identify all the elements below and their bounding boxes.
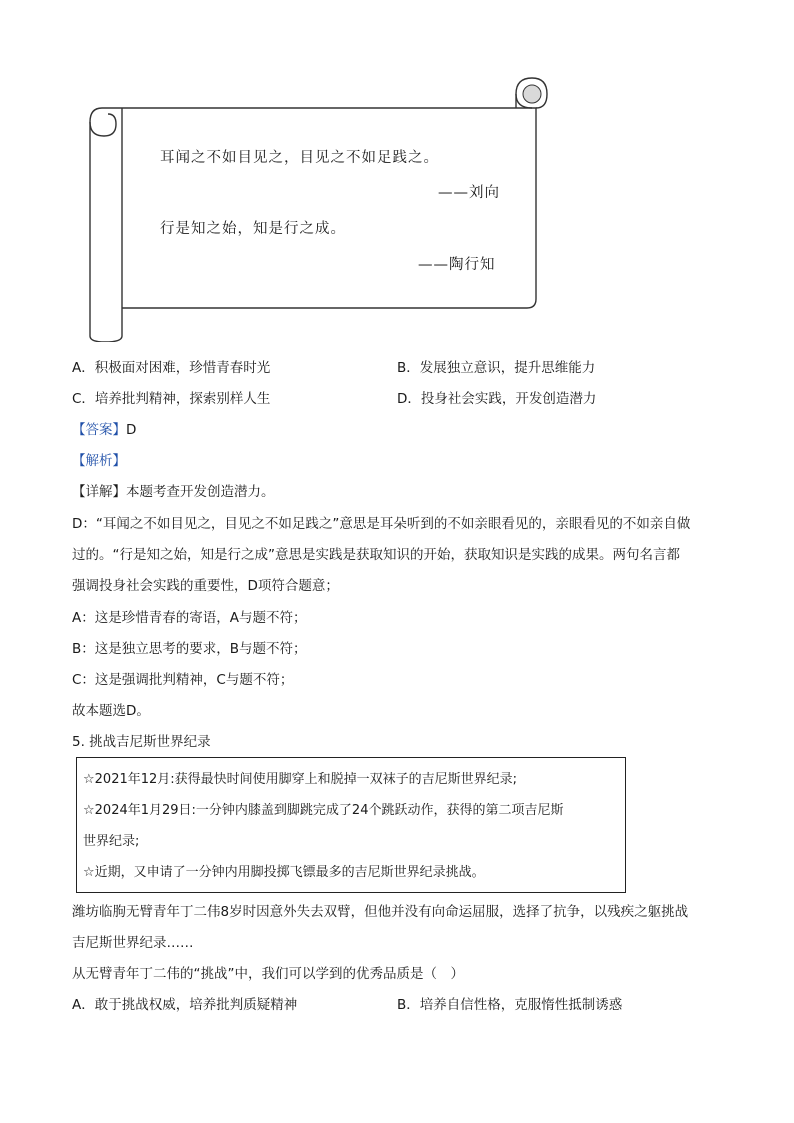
background-para-2: 吉尼斯世界纪录…… xyxy=(72,935,194,951)
scroll-quote-1: 耳闻之不如目见之，目见之不如足践之。 xyxy=(160,150,439,166)
question-5-stem: 从无臂青年丁二伟的“挑战”中，我们可以学到的优秀品质是（ ） xyxy=(72,966,464,982)
explanation-c: C：这是强调批判精神，C与题不符； xyxy=(72,672,294,688)
record-item-2-line1: ☆2024年1月29日:一分钟内膝盖到脚跳完成了24个跳跃动作，获得的第二项吉尼斯 xyxy=(83,803,564,818)
detail-text: 本题考查开发创造潜力。 xyxy=(126,484,275,500)
q5-option-b: B．培养自信性格，克服惰性抵制诱惑 xyxy=(397,997,623,1013)
option-d: D．投身社会实践，开发创造潜力 xyxy=(397,391,597,407)
option-b: B．发展独立意识，提升思维能力 xyxy=(397,360,596,376)
scroll-author-1: ——刘向 xyxy=(438,185,500,201)
scroll-illustration xyxy=(86,74,552,342)
record-item-1: ☆2021年12月:获得最快时间使用脚穿上和脱掉一双袜子的吉尼斯世界纪录; xyxy=(83,772,518,787)
detail-line xyxy=(72,482,275,502)
explanation-d-3: 强调投身社会实践的重要性，D项符合题意； xyxy=(72,578,339,594)
option-c: C．培养批判精神，探索别样人生 xyxy=(72,391,271,407)
background-para-1: 潍坊临朐无臂青年丁二伟8岁时因意外失去双臂，但他并没有向命运屈服，选择了抗争，以残疾之躯挑战 xyxy=(72,904,689,920)
record-item-3: ☆近期，又申请了一分钟内用脚投掷飞镖最多的吉尼斯世界纪录挑战。 xyxy=(83,865,485,880)
detail-tag: 【详解】 xyxy=(72,484,126,500)
answer-line xyxy=(72,420,136,440)
answer-tag: 【答案】 xyxy=(72,422,126,438)
record-item-2-line2: 世界纪录; xyxy=(83,834,140,849)
answer-value: D xyxy=(126,422,137,438)
scroll-author-2: ——陶行知 xyxy=(418,257,496,273)
option-a: A．积极面对困难，珍惜青春时光 xyxy=(72,360,271,376)
question-5-title: 5. 挑战吉尼斯世界纪录 xyxy=(72,734,211,750)
analysis-tag: 【解析】 xyxy=(72,453,126,469)
explanation-b: B：这是独立思考的要求，B与题不符； xyxy=(72,641,307,657)
scroll-quote-2: 行是知之始，知是行之成。 xyxy=(160,221,346,237)
explanation-d-2: 过的。“行是知之始，知是行之成”意思是实践是获取知识的开始，获取知识是实践的成果。两句名言都 xyxy=(72,547,680,563)
explanation-a: A：这是珍惜青春的寄语，A与题不符； xyxy=(72,610,307,626)
conclusion: 故本题选D。 xyxy=(72,703,150,719)
scroll-roll-shadow xyxy=(523,85,541,103)
explanation-d-1: D：“耳闻之不如目见之，目见之不如足践之”意思是耳朵听到的不如亲眼看见的，亲眼看见的不如亲自做 xyxy=(72,516,691,532)
q5-option-a: A．敢于挑战权威，培养批判质疑精神 xyxy=(72,997,298,1013)
